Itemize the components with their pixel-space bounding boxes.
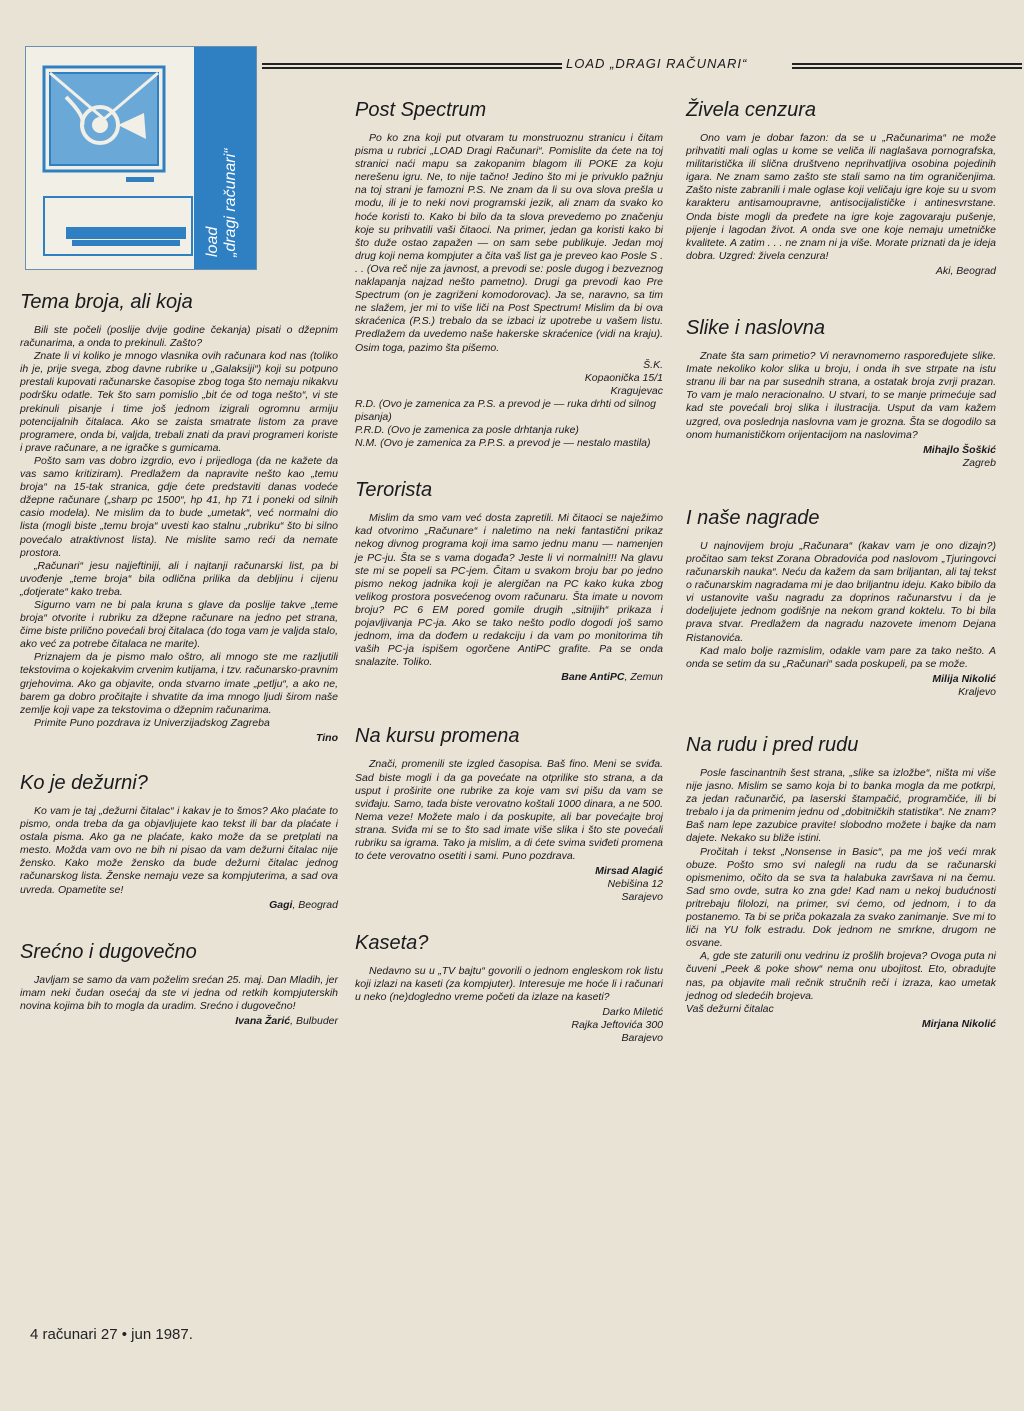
signature: Š.K. [643,358,663,371]
signature-city: Kraljevo [958,685,996,698]
headline: Terorista [355,479,433,502]
headline: Živela cenzura [686,99,817,121]
paragraph: Znate šta sam primetio? Vi neravnomerno raspoređujete slike. Imate nekoliko kolor slika u broju, i onda ih sve strpate na istu stranu ili bar na par susednih strana, a ostatak broja zvrji prazan. To vam je malo neracionalno. U stvari, to se manje primećuje sad kad ste povećali broj slika i ilustracija. Usput da vam kažem uzgred, ova poslednja naslovna vam je grozna. Šta se dogodilo sa onom humanističkom orijentacijom na naslovima? [686,350,996,441]
headline: Post Spectrum [355,99,487,121]
signature-address: Rajka Jeftovića 300 [571,1018,663,1031]
logo-label-line1: load [204,226,221,257]
signature-address: Nebišina 12 [607,878,663,891]
headline: Na kursu promena [355,725,520,748]
article-zivela-cenzura [686,98,996,278]
paragraph: A, gde ste zaturili onu vedrinu iz prošlih brojeva? Ovoga puta ni čuveni „Peek & poke show“ nema onu ubojitost. Eto, obradujte nas, pa objavite mali rečnik stručnih reči i izraza, kao umetak jednog od sledećih brojeva. [686,950,996,1002]
article-slike-i-naslovna [686,316,996,470]
paragraph: Mislim da smo vam već dosta zapretili. Mi čitaoci se naježimo kad otvorimo „Računare“ i naletimo na neki fantastični prikaz nekog divnog programa koji ima samo jednu manu — namenjen je PC-ju. Šta se s vama događa? Jeste li vi normalni!!! Na glavu ste mi se popeli sa PC-jem. Čitam u svakom broju bar po jedno pismo nekog jadnika koji je alergičan na PC kako kuka zbog velikog prostora posvećenog ovom računaru. Šta imate u novom broju? PC 6 EM pored gomile drugih „sitnijih“ prikaza i pojavljivanja PC-ja. Ako se tako nešto podlo dogodi još samo jednom, ima da dođem u redakciju i da vam po monitorima tih vaših PC-ja ispišem ogorčene AntiPC grafite. Pa se onda snalazite. Toliko. [355,512,663,669]
paragraph: Kad malo bolje razmislim, odakle vam pare za tako nešto. A onda se setim da su „Računari“ sada poskupeli, pa se može. [686,644,996,670]
paragraph: Javljam se samo da vam poželim srećan 25. maj. Dan Mladih, jer imam neki čudan osećaj da ste vi jedna od retkih kompjuterskih novina kojima bih to mogla da uradim. Srećno i dugovečno! [20,973,338,1012]
bullet-icon: • [121,1326,127,1343]
page-number: 4 [30,1326,39,1343]
signature: Ivana Žarić, Bulbuder [235,1015,338,1028]
paragraph: Pročitah i tekst „Nonsense in Basic“, pa me još veći mrak obuze. Pošto smo svi nalegli na rudu da se računarski opismenimo, očito da se sva ta halabuka završava ni na čemu. Sad smo ovde, sutra ko zna gde! Kad nam u nekoj budućnosti pritrebaju filolozi, na primer, svi ćemo, od jednom, i to da postanemo. Ta bi se priča pokazala za svako zanimanje. Sve mi to liči na YU folk estradu. Dok jednom ne smrkne, drugom ne osvane. [686,845,996,950]
paragraph: Vaš dežurni čitalac [686,1002,774,1015]
signature: Aki, Beograd [935,264,996,277]
paragraph: Pošto sam vas dobro izgrdio, evo i prijedloga (da ne kažete da vas samo kritiziram). Predlažem da napravite nešto kao „temu broja“ na 15-tak stranica, gdje ćete predstaviti danas vodeće džepne računare („sharp pc 1500“, hp 41, hp 71 i poneki od silnih casio modela). Ne mislim da to bude „umetak“, već normalni dio lista (mogli biste „temu broja“ uvesti kao stalnu „rubriku“ što bi silno povećalo atraktivnost lista). Ne mislite samo reći da nemate prostora. [20,454,338,559]
article-srecno [20,940,338,1028]
article-na-kursu-promena [355,724,663,904]
column-3 [686,98,996,1031]
signature-city: Barajevo [621,1031,663,1044]
paragraph: Ko vam je taj „dežurni čitalac“ i kakav je to šmos? Ako plaćate to pismo, onda treba da ga objavljujete kao tekst ili bar da plaćate i ostala pisma. Ako ga ne plaćate, kako može da se pretplati na mesto. Možda vam ovo ne bih ni pisao da vam dežurni čitalac nije žensko. Kako može žensko da bude dežurni čitalac jednog računarskog lista. Ženske nemaju veze sa kompjuterima, a sad ova uvreda. Opametite se! [20,805,338,896]
abbreviation-note: P.R.D. (Ovo je zamenica za posle drhtanja ruke) [355,424,579,437]
headline: Na rudu i pred rudu [686,734,859,756]
article-na-rudu [686,733,996,1031]
headline: Kaseta? [355,931,429,954]
signature: Mirjana Nikolić [921,1017,996,1030]
paragraph: Priznajem da je pismo malo oštro, ali mnogo ste me razljutili tekstovima o kojekakvim crvenim kutijama, i tzv. računarsko-pravnim grjehovima. Ako ga objavite, onda stvarno imate „petlju“, a ako ne, barem ga dobro pročitajte i shvatite da ima mnogo ljudi širom naše zemlje koji vape za tekstovima o džepnim računarima. [20,651,338,716]
signature: Milija Nikolić [932,672,996,685]
signature-city: Zagreb [962,456,996,469]
signature-city: Sarajevo [621,891,663,904]
column-1 [20,290,338,1028]
paragraph: „Računari“ jesu najjeftiniji, ali i najtanji računarski list, pa bi uvođenje „teme broja“ bila odlična prilika da debljinu i cijenu „dotjerate“ kako treba. [20,559,338,598]
section-header [262,56,1022,72]
signature: Darko Miletić [602,1005,663,1018]
logo-label [204,107,244,257]
signature-city: Kragujevac [610,384,663,397]
section-logo [25,46,257,270]
article-i-nase-nagrade [686,506,996,699]
paragraph: Sigurno vam ne bi pala kruna s glave da poslije takve „teme broja“ otvorite i rubriku za džepne računare na jedno pet strana, čime biste prilično povećali broj čitalaca (do toga vam je valjda stalo, ako već za potrebe čitalaca ne marite). [20,598,338,651]
signature-address: Kopaonička 15/1 [584,371,663,384]
signature: Gagi, Beograd [269,898,338,911]
paragraph: U najnovijem broju „Računara“ (kakav vam je ono dizajn?) pročitao sam tekst Zorana Obradovića pod naslovom „Tjuringovci računarskih nauka“. Neću da kažem da sam briljantan, ali taj tekst o računarskim nagradama mi je dao briljantnu ideju. Kako bibilo da vi ustanovite vašu nagradu za doprinos računarstvu i da je dodeljujete jednom godišnje na nekom grand koktelu. To bi bila prava stvar. Predlažem da nagradu nazovete imenom Dejana Ristanovića. [686,539,996,644]
computer-postal-horn-icon [26,47,194,269]
paragraph: Po ko zna koji put otvaram tu monstruoznu stranicu i čitam pisma u rubrici „LOAD Dragi Računari“. Pomislite da ćete na toj stranici naći mapu sa zakopanim blagom ili POKE za koju nerešenu igru. Ne, to nije tačno! Jedino što mi je privuklo pažnju na toj strani je famozni P.S. Ne znam da li su ova slova prešla u modu, ili je to neki novi programski jezik, ali znam da svako ko hoće koristi to. Kako bi bilo da ta slova prevedemo po značenju koje su prihvatili vaši čitaoci. Na primer, jedan ga koristi kako bi što duže ostao zapažen — on sam sebe publikuje. Jedan moj drug koji nema kompjuter a čita vaš list ga je preveo kao Posle S . . . (Ova reč nije za javnost, a prevodi se: posle dugog i bezveznog naklapanja najzad nešto pametno). Drugi ga prevodi kao Pre Spectrum (on je zagriženi komodorovac). Ja se, naravno, sa tim ne slažem, jer mi to više liči na Post Spectrum! Mislim da bi ova skraćenica (P.S.) trebalo da se izbaci iz upotrebe u vašem listu. Predlažem da uvedemo naše hakerske skraćenice (vidi na kraju). Osim toga, pazimo šta pišemo. [355,132,663,354]
article-ko-je-dezurni [20,771,338,912]
signature: Mirsad Alagić [595,865,663,878]
article-post-spectrum [355,98,663,450]
headline: Srećno i dugovečno [20,940,197,963]
headline: I naše nagrade [686,506,820,529]
abbreviation-note: N.M. (Ovo je zamenica za P.P.S. a prevod je — nestalo mastila) [355,437,651,450]
signature: Bane AntiPC, Zemun [561,671,663,684]
article-terorista [355,478,663,684]
article-kaseta [355,931,663,1046]
paragraph: Znači, promenili ste izgled časopisa. Baš fino. Meni se sviđa. Sad biste mogli i da ga povećate na otprilike sto strana, a da usput i proširite one rubrike za koje vam svi pišu da vam se sviđaju. Samo, tada biste verovatno koštali 1000 dinara, a ne 500. Nema veze! Možete malo i da poskupite, ali bar povećajte broj strana. Sviđa mi se to što sad imate više slika i što ste povećali rubriku sa igrama. Tako ja mislim, a di ćete svima sviđeti promena to ćete verovatno osetiti i sami. Puno pozdrava. [355,758,663,863]
paragraph: Nedavno su u „TV bajtu“ govorili o jednom engleskom rok listu koji izlazi na kaseti (za kompjuter). Interesuje me hoće li i računari u neko (ne)dogledno vreme početi da izlaze na kaseti? [355,964,663,1003]
signature: Tino [316,731,338,744]
logo-label-line2: „dragi računari“ [222,148,239,257]
issue-date: jun 1987. [131,1326,193,1343]
magazine-issue: računari 27 [42,1326,118,1343]
paragraph: Primite Puno pozdrava iz Univerzijadskog Zagreba [34,716,270,729]
section-header-title: LOAD „DRAGI RAČUNARI“ [566,56,748,71]
page-footer [30,1326,193,1343]
paragraph: Ono vam je dobar fazon: da se u „Računarima“ ne može prihvatiti mali oglas u kome se veliča ili naglašava pornografska, militaristička ili slična društveno neprihvatljiva osobina pojedinih igara. Ne znam samo zašto ste stali samo na tim ograničenjima. Zašto niste zabranili i male oglase koji veličaju igre koje su u svom karakteru antisamoupravne, antisocijalističke i antinesvrstane. Onda biste mogli da pređete na igre koje zagovaraju pušenje, pijenje i lagodan život. A onda sve one koje nemaju umetničke kvalitete. A zatim . . . ne znam ni ja više. Morate priznati da je ideja dobra. Uzgred: živela cenzura! [686,132,996,262]
paragraph: Znate li vi koliko je mnogo vlasnika ovih računara kod nas (toliko ih je, prije svega, zbog davne rubrike u „Galaksiji“) koji su potpuno prestali kupovati računarske časopise zbog toga što nemaju nikakvu podršku odatle. Tek što sam pomislio „bit će od toga nešto“, vi ste prekinuli pisanje i time još jednom izigrali ogromnu armiju potencijalnih čitalaca. Ako se zaista smatrate listom za prave programere, onda bi, valjda, trebali znati da pravi programeri koriste i prave računare, a ne igračke s gumicama. [20,350,338,454]
headline: Tema broja, ali koja [20,291,193,313]
abbreviation-note: R.D. (Ovo je zamenica za P.S. a prevod je — ruka drhti od silnog pisanja) [355,397,656,423]
headline: Slike i naslovna [686,317,825,340]
headline: Ko je dežurni? [20,772,148,794]
article-tema-broja [20,290,338,745]
signature: Mihajlo Šoškić [923,443,996,456]
column-2 [355,98,663,1045]
paragraph: Posle fascinantnih šest strana, „slike sa izložbe“, ništa mi više nije jasno. Mislim se samo koja bi to banka mogla da me potkrpi, za jedan računarčić, pa laserski štampačić, programčiće, ili bi trebalo i ja da primenim jednu od „dobitničkih statistika“. Ne znam? Baš nam lepe zazubice pravite! slobodno možete i bajke da nam dajete. Nekako su bliže istini. [686,767,996,845]
paragraph: Bili ste počeli (poslije dvije godine čekanja) pisati o džepnim računarima, a onda to prekinuli. Zašto? [20,324,338,350]
